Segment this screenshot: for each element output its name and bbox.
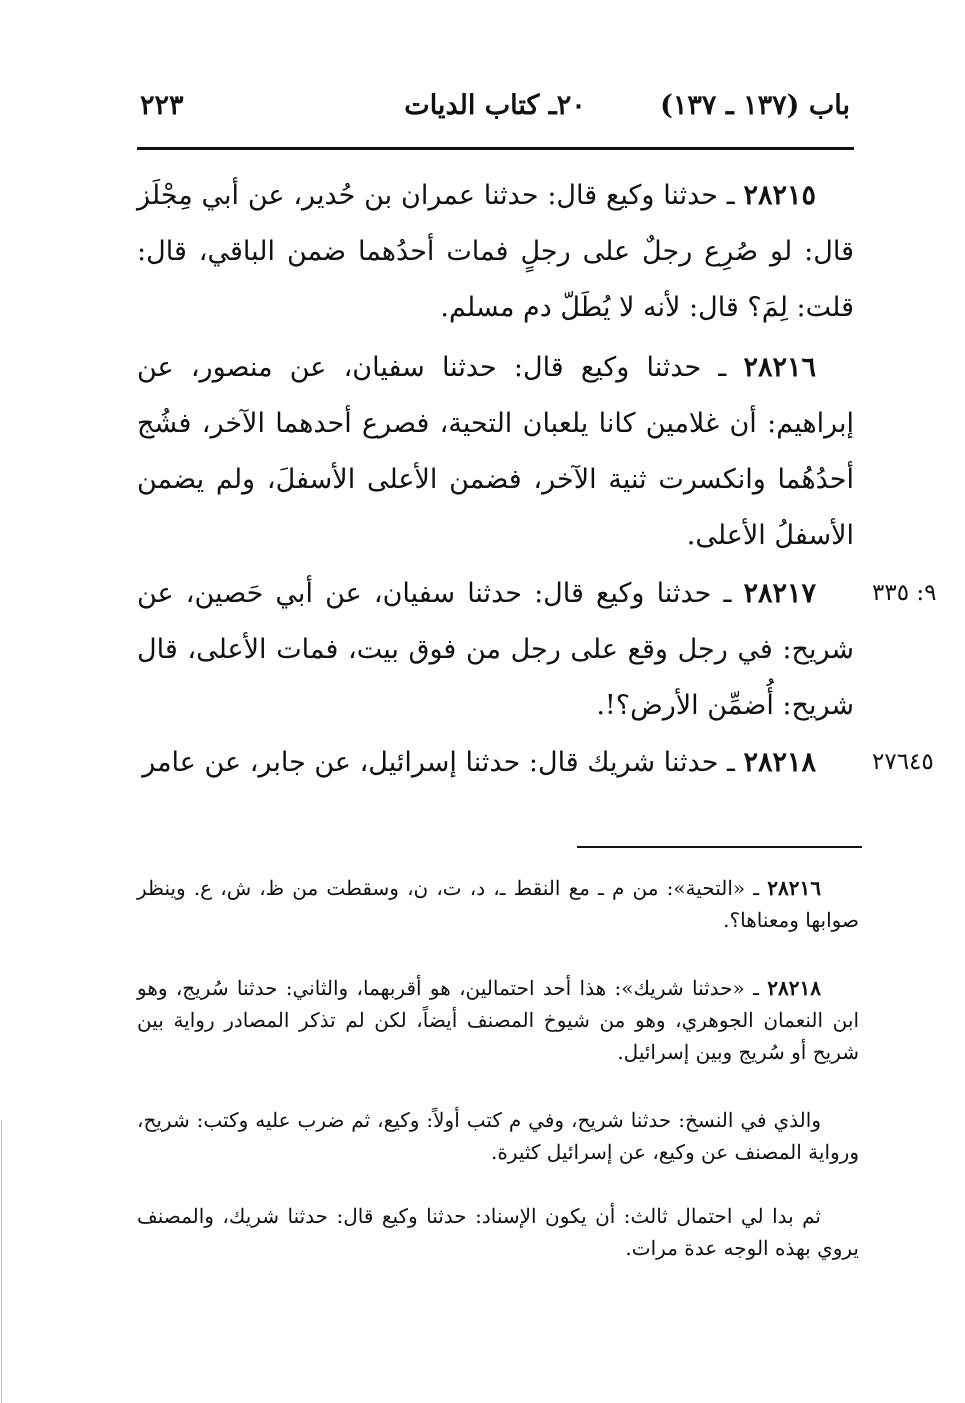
hadith-number: ٢٨٢١٦ <box>743 352 816 383</box>
hadith-text: ـ حدثنا وكيع قال: حدثنا عمران بن حُدير، عن أبي مِجْلَز قال: لو صُرِع رجلٌ على رجلٍ فمات أحدُهما ضمن الباقي، قال: قلت: لِمَ؟ قال: لأنه لا يُطَلّ دم مسلم. <box>137 180 854 323</box>
margin-reference: ٩: ٣٣٥ <box>872 580 937 606</box>
page-edge-line <box>1 1120 2 1403</box>
hadith-text: ـ حدثنا وكيع قال: حدثنا سفيان، عن منصور، عن إبراهيم: أن غلامين كانا يلعبان التحية، فصرع أحدهما الآخر، فشُج أحدُهُما وانكسرت ثنية الآخر، فضمن الأعلى الأسفلَ، ولم يضمن الأسفلُ الأعلى. <box>137 352 854 551</box>
footnote-text: ـ «التحية»: من م ـ مع النقط ـ، د، ت، ن، وسقطت من ظ، ش، ع. وينظر صوابها ومعناها؟. <box>137 876 859 932</box>
hadith-number: ٢٨٢١٥ <box>743 180 816 211</box>
footnote-number: ٢٨٢١٦ <box>767 876 821 900</box>
margin-reference: ٢٧٦٤٥ <box>872 749 934 775</box>
footnote-28216 <box>137 872 859 936</box>
footnote-number: ٢٨٢١٨ <box>767 976 821 1000</box>
footnote-paragraph <box>137 1200 859 1264</box>
hadith-number: ٢٨٢١٧ <box>743 578 816 609</box>
page-number: ٢٢٣ <box>140 90 184 121</box>
hadith-number: ٢٨٢١٨ <box>743 747 816 778</box>
footnote-paragraph <box>137 1104 859 1168</box>
hadith-text: ـ حدثنا وكيع قال: حدثنا سفيان، عن أبي حَصين، عن شريح: في رجل وقع على رجل من فوق بيت، فمات الأعلى، قال شريح: أُضمِّن الأرض؟!. <box>137 578 854 721</box>
running-header <box>140 82 850 132</box>
footnote-28218 <box>137 972 859 1068</box>
header-rule <box>137 147 854 150</box>
hadith-28216 <box>137 340 854 564</box>
footnote-rule <box>577 846 862 848</box>
footnote-text: والذي في النسخ: حدثنا شريح، وفي م كتب أولاً: وكيع، ثم ضرب عليه وكتب: شريح، ورواية المصنف عن وكيع، عن إسرائيل كثيرة. <box>137 1108 859 1164</box>
footnote-text: ثم بدا لي احتمال ثالث: أن يكون الإسناد: حدثنا وكيع قال: حدثنا شريك، والمصنف يروي بهذه الوجه عدة مرات. <box>137 1204 859 1260</box>
hadith-28217 <box>137 566 854 734</box>
chapter-range: باب (١٣٧ ـ ١٣٧) <box>660 90 850 121</box>
hadith-28215 <box>137 168 854 336</box>
hadith-28218 <box>137 735 854 791</box>
footnote-text: ـ «حدثنا شريك»: هذا أحد احتمالين، هو أقربهما، والثاني: حدثنا سُريج، وهو ابن النعمان الجوهري، وهو من شيوخ المصنف أيضاً، لكن لم تذكر المصادر رواية بين شريح أو سُريج وبين إسرائيل. <box>137 976 859 1064</box>
hadith-text: ـ حدثنا شريك قال: حدثنا إسرائيل، عن جابر، عن عامر <box>142 747 744 778</box>
book-title: ٢٠ـ كتاب الديات <box>404 90 586 121</box>
